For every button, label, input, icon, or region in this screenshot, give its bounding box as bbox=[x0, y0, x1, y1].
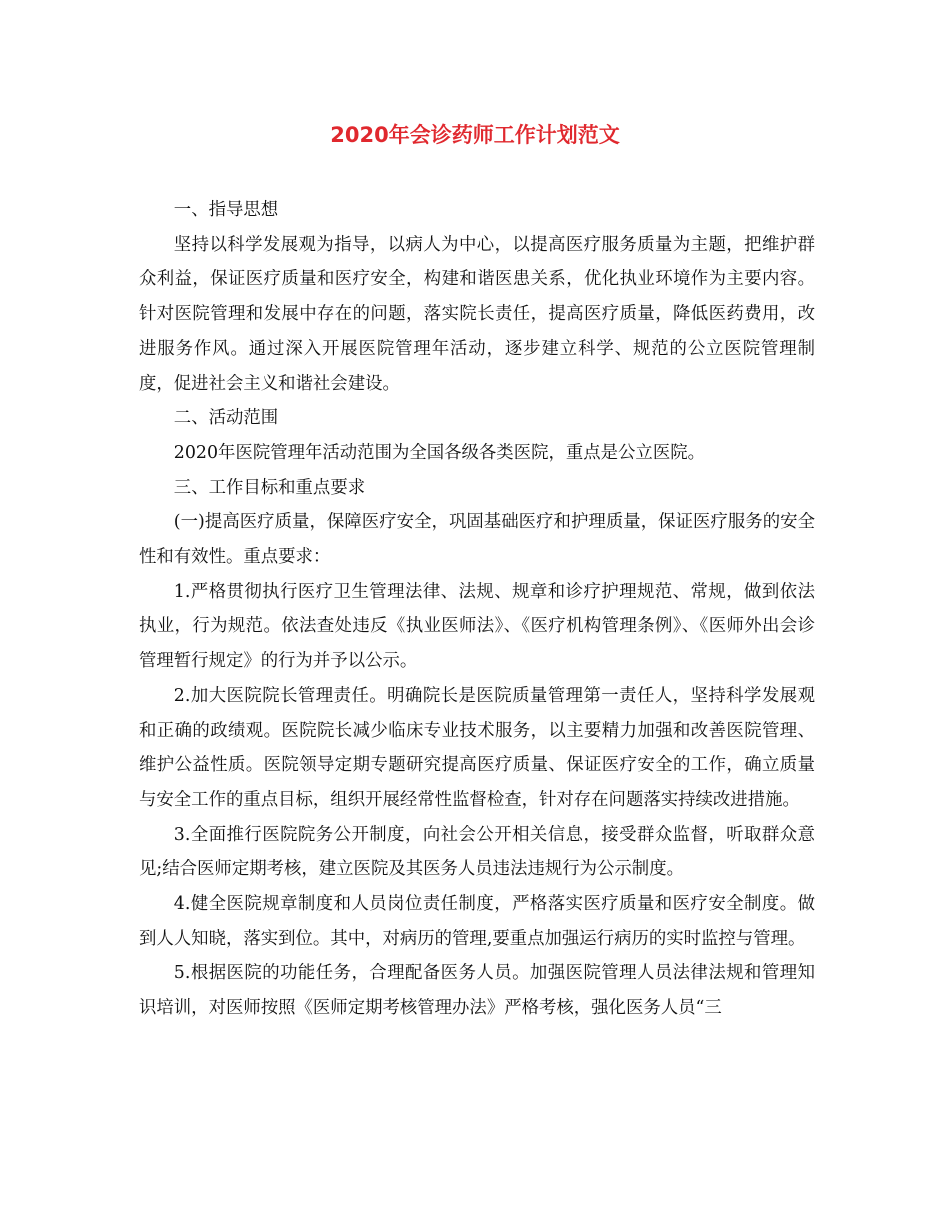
section-heading-guiding-ideology: 一、指导思想 bbox=[173, 200, 279, 220]
document-title: 2020年会诊药师工作计划范文 bbox=[330, 123, 620, 147]
paragraph: (一)提高医疗质量，保障医疗安全，巩固基础医疗和护理质量，保证医疗服务的安全性和有效性。重点要求： bbox=[139, 512, 815, 568]
list-item: 2.加大医院院长管理责任。明确院长是医院质量管理第一责任人，坚持科学发展观和正确的政绩观。医院院长减少临床专业技术服务，以主要精力加强和改善医院管理、维护公益性质。医院领导定期专题研究提高医疗质量、保证医疗安全的工作，确立质量与安全工作的重点目标，组织开展经常性监督检查，针对存在问题落实持续改进措施。 bbox=[139, 685, 815, 810]
list-item: 3.全面推行医院院务公开制度，向社会公开相关信息，接受群众监督，听取群众意见;结合医师定期考核，建立医院及其医务人员违法违规行为公示制度。 bbox=[139, 824, 815, 880]
section-heading-activity-scope: 二、活动范围 bbox=[173, 408, 279, 429]
document-body bbox=[139, 193, 815, 1026]
section-heading-goals: 三、工作目标和重点要求 bbox=[173, 477, 366, 498]
list-item: 4.健全医院规章制度和人员岗位责任制度，严格落实医疗质量和医疗安全制度。做到人人知晓，落实到位。其中，对病历的管理,要重点加强运行病历的实时监控与管理。 bbox=[139, 894, 815, 949]
paragraph: 坚持以科学发展观为指导，以病人为中心，以提高医疗服务质量为主题，把维护群众利益，保证医疗质量和医疗安全，构建和谐医患关系，优化执业环境作为主要内容。针对医院管理和发展中存在的问题，落实院长责任，提高医疗质量，降低医药费用，改进服务作风。通过深入开展医院管理年活动，逐步建立科学、规范的公立医院管理制度，促进社会主义和谐社会建设。 bbox=[139, 234, 815, 394]
list-item: 5.根据医院的功能任务，合理配备医务人员。加强医院管理人员法律法规和管理知识培训，对医师按照《医师定期考核管理办法》严格考核，强化医务人员“三 bbox=[139, 963, 815, 1019]
list-item: 1.严格贯彻执行医疗卫生管理法律、法规、规章和诊疗护理规范、常规，做到依法执业，行为规范。依法查处违反《执业医师法》、《医疗机构管理条例》、《医师外出会诊管理暂行规定》的行为并予以公示。 bbox=[139, 581, 815, 672]
paragraph: 2020年医院管理年活动范围为全国各级各类医院，重点是公立医院。 bbox=[173, 442, 705, 463]
